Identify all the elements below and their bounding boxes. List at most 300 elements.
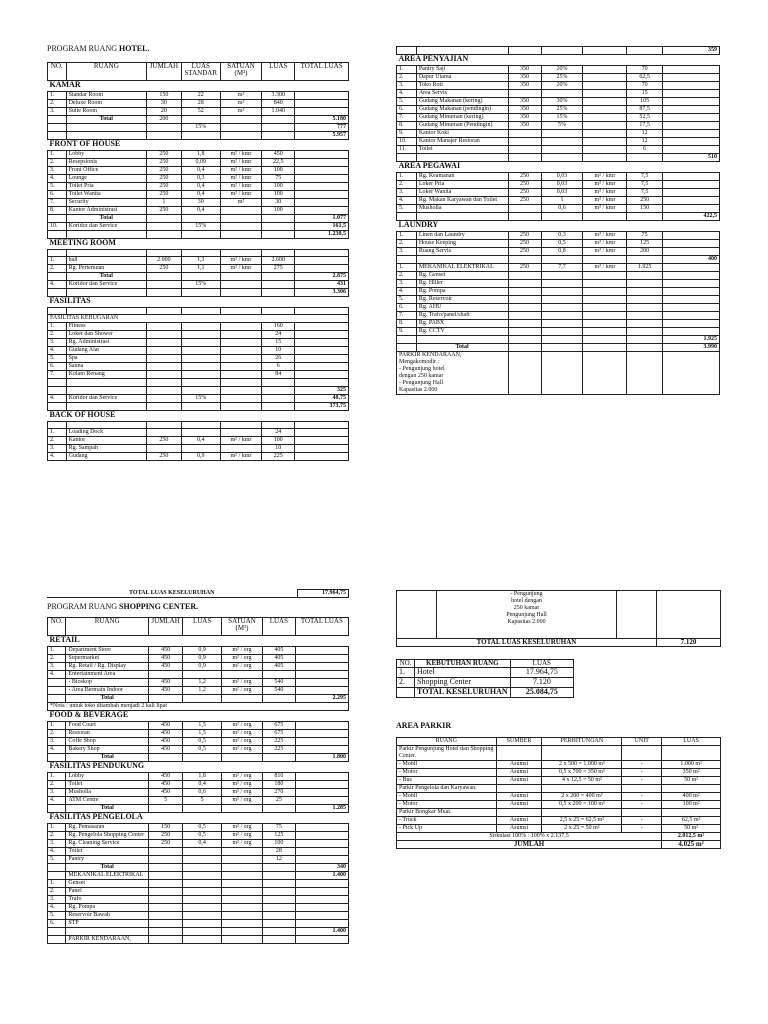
blank-cell (508, 47, 541, 55)
kebutuhan-row-no: 2. (397, 678, 415, 688)
cell-total-luas (295, 789, 348, 797)
cell-no: 5. (397, 98, 417, 106)
cell-luas-standar (181, 323, 220, 331)
parkir-cell-sumber: Asumsi (496, 825, 542, 833)
cell-total-luas (295, 92, 349, 100)
cell-ruang: - Area Bermain Indoor (66, 687, 149, 695)
table-row (397, 272, 720, 280)
cell-satuan: m² / org (222, 746, 263, 754)
cell-total-luas: 3.306 (295, 289, 349, 297)
cell-satuan (222, 848, 263, 856)
cell-total-luas (662, 232, 719, 240)
cell-jumlah (147, 323, 181, 331)
cell-satuan: m² / kmr (220, 191, 261, 199)
parkir-sirkulasi-row (397, 833, 721, 841)
header-no: NO. (48, 63, 67, 81)
cell-satuan: m² / org (222, 679, 263, 687)
cell-luas: 17,5 (627, 122, 662, 130)
cell-satuan (583, 98, 627, 106)
table-row (48, 323, 349, 331)
cell-no: 4. (48, 452, 67, 460)
cell-total-luas (295, 824, 348, 832)
cell-no (48, 805, 66, 813)
cell-no: 2. (48, 655, 66, 663)
parkir-row (397, 801, 721, 809)
parkir-cell-ruang: - Mobil (397, 761, 497, 769)
cell-satuan: m² / kmr (583, 197, 627, 205)
cell-total-luas: 2.295 (295, 695, 348, 703)
cell-luas (262, 896, 295, 904)
cell-luas-standar (183, 848, 222, 856)
cell-satuan (220, 363, 261, 371)
cell-satuan (220, 331, 261, 339)
cell-total-luas: 3.990 (662, 344, 719, 352)
table-row (48, 159, 349, 167)
cell-total-luas (295, 339, 349, 347)
cell-ruang: Trafo (66, 896, 149, 904)
cell-luas-standar: 0,9 (181, 452, 220, 460)
table-row (48, 655, 349, 663)
cell-satuan: m² / kmr (583, 240, 627, 248)
cell-ruang: Koridor dan Service (66, 223, 147, 231)
table-row (48, 904, 349, 912)
header-ruang: RUANG (66, 618, 149, 636)
cell-luas: 7,5 (627, 173, 662, 181)
parkir-row (397, 809, 721, 817)
cell-jumlah (508, 288, 541, 296)
cell-ruang: Gudang Makanan (pendingin) (416, 106, 508, 114)
cell-total-luas: 1.800 (295, 754, 348, 762)
cell-satuan: m² / org (222, 781, 263, 789)
cell-ruang: Kolam Renang (66, 371, 147, 379)
cell-jumlah: 350 (508, 122, 541, 130)
kebutuhan-table (396, 659, 574, 698)
parkir-line: Pengunjung Hall (506, 612, 547, 618)
cell-total-luas: 340 (295, 864, 348, 872)
hotel-right-table (396, 46, 720, 395)
parkir-cell-ruang: Parkir Bongkar Muat. (397, 809, 497, 817)
cell-satuan: m² / org (222, 832, 263, 840)
table-row (397, 344, 720, 352)
cell-luas-standar (181, 444, 220, 452)
cell-satuan: m² / org (222, 722, 263, 730)
cell-jumlah: 2.000 (147, 257, 181, 265)
cell-luas: 100 (262, 191, 295, 199)
cell-ruang: MEKANIKAL ELEKTRIKAL (66, 872, 149, 880)
cell-luas (262, 281, 295, 289)
cell-satuan (220, 215, 261, 223)
cell-luas: 200 (627, 248, 662, 256)
kebutuhan-row-name: Shopping Center (415, 678, 511, 688)
cell-ruang: Kantor Koki (416, 130, 508, 138)
cell-total-luas: 2.875 (295, 273, 349, 281)
cell-luas-standar (181, 363, 220, 371)
cell-luas (627, 296, 662, 304)
table-row (397, 66, 720, 74)
cell-ruang: Kantor Administrasi (66, 207, 147, 215)
section-title: RETAIL (48, 636, 349, 647)
parkir-cell-luas: 50 m² (662, 777, 721, 785)
cell-ruang: Loker Wanita (416, 189, 508, 197)
cell-luas (262, 888, 295, 896)
cell-no: 2. (48, 159, 67, 167)
cell-jumlah: 350 (508, 82, 541, 90)
cell-no: 8. (397, 122, 417, 130)
cell-ruang: Musholla (66, 789, 149, 797)
cell-ruang: Linen dan Laundry (416, 232, 508, 240)
cell-jumlah: 5 (148, 797, 182, 805)
table-row (48, 363, 349, 371)
hotel-title-prefix: PROGRAM RUANG (47, 44, 120, 53)
cell-luas: 62,5 (627, 74, 662, 82)
cell-luas-standar: 0,5 (541, 240, 583, 248)
kebutuhan-header-no: NO. (397, 660, 415, 668)
cell-luas: 275 (262, 265, 295, 273)
table-row (48, 436, 349, 444)
cell-no (48, 421, 67, 428)
table-row (48, 402, 349, 410)
cell-luas (262, 308, 295, 315)
hotel-grand-total (47, 589, 349, 598)
parkir-cell-sumber (496, 785, 542, 793)
cell-total-luas (295, 347, 349, 355)
cell-total-luas (295, 175, 349, 183)
cell-total-luas (295, 257, 349, 265)
cell-jumlah: 350 (508, 74, 541, 82)
cell-luas-standar: 0,4 (181, 183, 220, 191)
cell-luas: 1.925 (627, 264, 662, 272)
table-row (48, 781, 349, 789)
cell-luas: 12 (627, 130, 662, 138)
cell-satuan (220, 231, 261, 239)
cell-ruang: Deluxe Room (66, 100, 147, 108)
cell-no (48, 215, 67, 223)
cell-luas-standar (181, 347, 220, 355)
table-header-row (48, 618, 349, 636)
cell-satuan: m² / org (222, 687, 263, 695)
cell-satuan (583, 296, 627, 304)
cell-satuan (220, 250, 261, 257)
cell-jumlah: 450 (148, 730, 182, 738)
cell-no: 3. (397, 82, 417, 90)
parkir-cell-sumber: Asumsi (496, 801, 542, 809)
table-row (48, 250, 349, 257)
cell-luas: 1.040 (262, 108, 295, 116)
cell-total-luas (295, 781, 348, 789)
cell-satuan: m² / kmr (583, 181, 627, 189)
cell-ruang: hall (66, 257, 147, 265)
cell-no: 3. (397, 280, 417, 288)
cell-satuan (583, 280, 627, 288)
hotel-grand-total-value: 17.964,75 (297, 590, 349, 598)
cell-ruang: ATM Centre (66, 797, 149, 805)
table-row (48, 856, 349, 864)
cell-ruang: Suite Room (66, 108, 147, 116)
cell-no: 2. (48, 331, 67, 339)
cell-satuan (222, 896, 263, 904)
parkir-cell-unit: - (622, 817, 662, 825)
table-row (48, 789, 349, 797)
cell-ruang: Rg. Retail / Rg. Display (66, 663, 149, 671)
cell-jumlah (147, 250, 181, 257)
cell-jumlah (147, 421, 181, 428)
cell-luas-standar: 1,8 (183, 773, 222, 781)
table-row (48, 175, 349, 183)
table-row (48, 797, 349, 805)
hotel-title (47, 44, 149, 53)
cell-jumlah: 450 (148, 722, 182, 730)
parkir-jumlah-label: JUMLAH (397, 841, 662, 849)
cell-no: 1. (48, 151, 67, 159)
table-row (397, 122, 720, 130)
cell-ruang: Rg. Sampah (66, 444, 147, 452)
table-row (397, 205, 720, 213)
cell-satuan: m² / kmr (220, 151, 261, 159)
cell-no (48, 124, 67, 132)
cell-ruang: Rg. Reservoir (416, 296, 508, 304)
cell-total-luas (662, 272, 719, 280)
cell-ruang: Area Servis (416, 90, 508, 98)
cell-no: 4. (48, 281, 67, 289)
parkir-cell-sumber: Asumsi (496, 793, 542, 801)
table-row (397, 336, 720, 344)
cell-total-luas (295, 363, 349, 371)
cell-luas-standar: 30 (181, 199, 220, 207)
cell-ruang (66, 289, 147, 297)
cell-luas: 28 (262, 848, 295, 856)
cell-total-luas (662, 82, 719, 90)
cell-satuan: m² / kmr (583, 173, 627, 181)
cell-luas-standar: 0,4 (181, 167, 220, 175)
shopping-parkir-lines (437, 591, 617, 639)
cell-satuan (220, 116, 261, 124)
cell-luas: 87,5 (627, 106, 662, 114)
cell-total-luas (295, 371, 349, 379)
cell-ruang (66, 421, 147, 428)
cell-ruang: Total (66, 273, 147, 281)
cell-no: 11. (397, 146, 417, 154)
cell-luas-standar: 0,5 (183, 832, 222, 840)
cell-jumlah (508, 213, 541, 221)
cell-ruang: Gudang Alat (66, 347, 147, 355)
cell-luas (262, 124, 295, 132)
table-row (397, 173, 720, 181)
cell-no: 1. (48, 722, 66, 730)
cell-luas-standar (181, 132, 220, 140)
cell-jumlah (148, 872, 182, 880)
parkir-row (397, 352, 720, 395)
cell-no: 2. (397, 240, 417, 248)
cell-luas (262, 671, 295, 679)
cell-luas: 100 (262, 207, 295, 215)
parkir-line: - Pengunjung Hall (399, 380, 443, 386)
cell-ruang (416, 213, 508, 221)
parkir-cell-luas: 400 m² (662, 793, 721, 801)
cell-no: 2. (48, 888, 66, 896)
table-row (48, 331, 349, 339)
cell-luas: 75 (262, 175, 295, 183)
cell-luas-standar: 15% (181, 281, 220, 289)
cell-luas (262, 695, 295, 703)
cell-luas-standar (181, 308, 220, 315)
cell-ruang: Rg. Pengelola Shopping Center (66, 832, 149, 840)
cell-satuan (220, 289, 261, 297)
parkir-cell-perhitungan (542, 785, 622, 793)
table-row (397, 256, 720, 264)
cell-ruang: Toko Roti (416, 82, 508, 90)
cell-total-luas (662, 173, 719, 181)
cell-luas: 75 (262, 824, 295, 832)
cell-luas-standar (541, 90, 583, 98)
header-luas: LUAS (262, 63, 295, 81)
cell-ruang: Rg. Pemasaran (66, 824, 149, 832)
cell-luas (262, 394, 295, 402)
cell-no: 1. (48, 824, 66, 832)
cell-ruang: Entertainment Area (66, 671, 149, 679)
cell-luas-standar (541, 154, 583, 162)
cell-luas (627, 312, 662, 320)
cell-luas-standar (181, 289, 220, 297)
parkir-cell-perhitungan: 2 x 25 = 50 m² (542, 825, 622, 833)
cell-no: 1. (48, 92, 67, 100)
cell-luas: 405 (262, 655, 295, 663)
cell-jumlah (148, 695, 182, 703)
cell-jumlah: 450 (148, 746, 182, 754)
cell-luas: 24 (262, 428, 295, 436)
cell-jumlah: 450 (148, 663, 182, 671)
cell-total-luas (295, 355, 349, 363)
cell-luas: 7,5 (627, 181, 662, 189)
cell-luas-standar (183, 888, 222, 896)
cell-luas (262, 289, 295, 297)
cell-luas (262, 864, 295, 872)
cell-jumlah (508, 272, 541, 280)
kebutuhan-header-ruang: KEBUTUHAN RUANG (415, 660, 511, 668)
cell-jumlah (148, 896, 182, 904)
cell-total-luas (295, 308, 349, 315)
cell-satuan (220, 223, 261, 231)
parkir-cell-ruang: - Bus (397, 777, 497, 785)
table-row (48, 848, 349, 856)
cell-total-luas (295, 265, 349, 273)
table-row (397, 146, 720, 154)
table-row (48, 444, 349, 452)
cell-luas-standar (183, 872, 222, 880)
cell-jumlah (147, 347, 181, 355)
cell-jumlah (508, 256, 541, 264)
cell-satuan (222, 920, 263, 928)
cell-no: 4. (48, 848, 66, 856)
cell-luas-standar (541, 312, 583, 320)
cell-luas-standar (541, 336, 583, 344)
cell-ruang (66, 250, 147, 257)
cell-jumlah (147, 386, 181, 394)
cell-jumlah (147, 428, 181, 436)
cell-no: 7. (48, 199, 67, 207)
cell-jumlah: 250 (508, 232, 541, 240)
cell-luas: 7,5 (627, 189, 662, 197)
cell-no: 3. (48, 167, 67, 175)
cell-ruang: Total (66, 805, 149, 813)
table-row (397, 197, 720, 205)
cell-ruang: Kantor Manajer Restoran (416, 138, 508, 146)
cell-luas (262, 132, 295, 140)
cell-no: 8. (397, 320, 417, 328)
table-row (48, 215, 349, 223)
table-row (48, 265, 349, 273)
cell-jumlah (147, 402, 181, 410)
cell-satuan (220, 308, 261, 315)
cell-total-luas (662, 114, 719, 122)
cell-no (48, 116, 67, 124)
note-cell: *Nota : untuk toko ditambah menjadi 2 kali lipat (48, 703, 349, 711)
cell-jumlah (147, 289, 181, 297)
cell-jumlah (148, 805, 182, 813)
cell-satuan (220, 347, 261, 355)
section-row (48, 813, 349, 824)
cell-satuan: m² / org (222, 789, 263, 797)
cell-satuan: m² / kmr (583, 232, 627, 240)
cell-total-luas: 431 (295, 281, 349, 289)
cell-luas-standar: 0,9 (183, 655, 222, 663)
cell-luas-standar: 30% (541, 98, 583, 106)
section-row (48, 410, 349, 421)
cell-luas-standar (181, 428, 220, 436)
cell-jumlah (148, 671, 182, 679)
header-no: NO. (48, 618, 66, 636)
cell-satuan (222, 864, 263, 872)
table-row (48, 108, 349, 116)
cell-jumlah: 250 (508, 248, 541, 256)
cell-total-luas: 510 (662, 154, 719, 162)
cell-ruang: Rg. Genset (416, 272, 508, 280)
cell-no (48, 864, 66, 872)
cell-ruang: Rg. Pertemuan (66, 265, 147, 273)
cell-no (48, 308, 67, 315)
cell-luas: 70 (627, 82, 662, 90)
cell-luas: 675 (262, 730, 295, 738)
table-row (48, 315, 349, 323)
cell-no: 10. (397, 138, 417, 146)
cell-luas-standar (541, 304, 583, 312)
cell-no: 3. (48, 444, 67, 452)
cell-jumlah: 150 (147, 92, 181, 100)
cell-total-luas (662, 146, 719, 154)
cell-ruang: Rg. Pompa (416, 288, 508, 296)
cell-total-luas (662, 181, 719, 189)
cell-no: 2. (48, 436, 67, 444)
cell-luas: 225 (262, 746, 295, 754)
cell-luas-standar: 0,03 (541, 173, 583, 181)
cell-ruang: House Keeping (416, 240, 508, 248)
cell-no (397, 256, 417, 264)
table-row (397, 114, 720, 122)
cell-satuan: m² / kmr (583, 205, 627, 213)
cell-luas-standar (541, 272, 583, 280)
cell-jumlah: 450 (148, 738, 182, 746)
cell-ruang: STP (66, 920, 149, 928)
cell-total-luas (295, 379, 349, 386)
cell-total-luas (295, 797, 348, 805)
cell-luas: 25 (262, 797, 295, 805)
cell-jumlah: 250 (147, 436, 181, 444)
cell-total-luas (295, 912, 348, 920)
cell-jumlah: 450 (148, 679, 182, 687)
parkir-header-ruang: RUANG (397, 738, 497, 746)
cell-ruang: Rg. Hiller (416, 280, 508, 288)
cell-luas-standar (181, 231, 220, 239)
cell-no: 7. (397, 114, 417, 122)
